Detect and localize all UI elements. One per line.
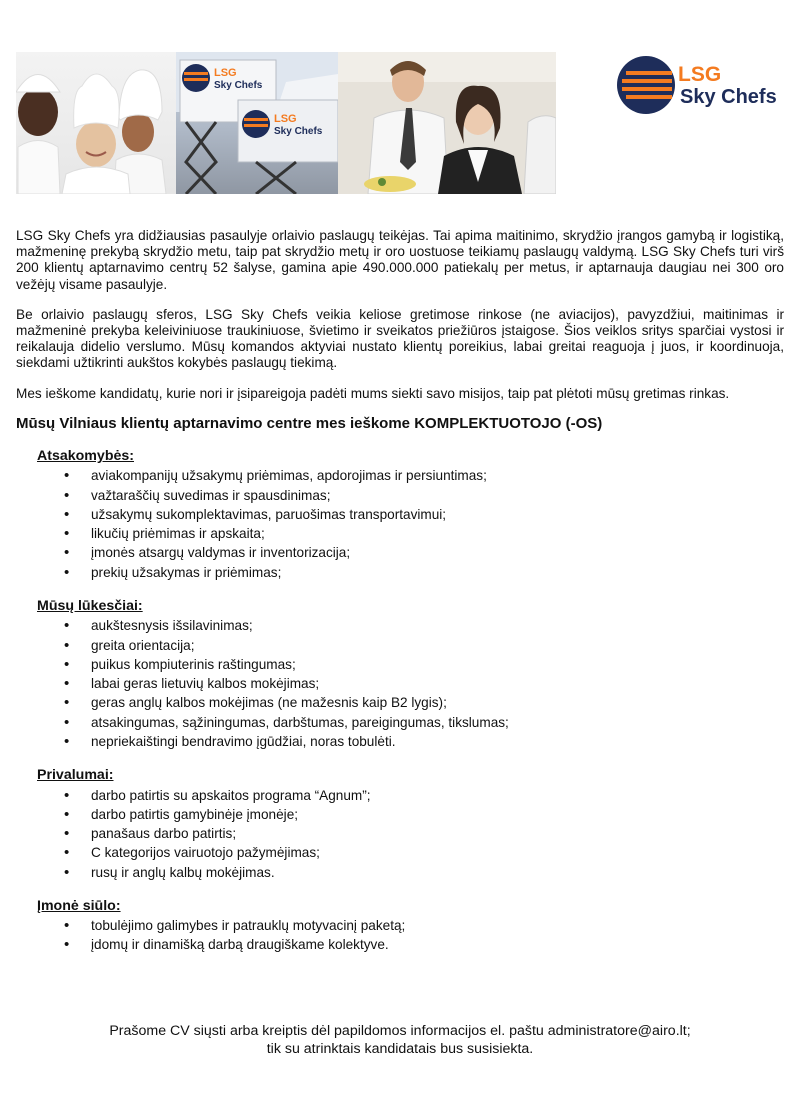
list-item: • nepriekaištingi bendravimo įgūdžiai, noras tobulėti.: [37, 732, 784, 751]
bullet-list: [37, 786, 784, 882]
contact-line-1: Prašome CV siųsti arba kreiptis dėl papildomos informacijos el. paštu administratore@airo.lt;: [109, 1023, 691, 1039]
section-title: Mūsų lūkesčiai:: [37, 598, 143, 615]
section-expectations: [37, 598, 784, 751]
list-item: • geras anglų kalbos mokėjimas (ne mažesnis kaip B2 lygis);: [37, 693, 784, 712]
list-item: • greita orientacija;: [37, 636, 784, 655]
trucks-illustration: [176, 52, 338, 194]
section-title: Atsakomybės:: [37, 448, 134, 465]
intro-paragraph-3: Mes ieškome kandidatų, kurie nori ir įsipareigoja padėti mums siekti savo misijos, taip pat plėtoti mūsų gretimas rinkas.: [16, 385, 730, 401]
list-item: • įmonės atsargų valdymas ir inventorizacija;: [37, 543, 784, 562]
bullet-list: [37, 916, 784, 955]
list-item: • atsakingumas, sąžiningumas, darbštumas, pareigingumas, tikslumas;: [37, 713, 784, 732]
chefs-photo: [16, 52, 176, 194]
list-item: • C kategorijos vairuotojo pažymėjimas;: [37, 843, 784, 862]
logo-text-sky-chefs: Sky Chefs: [680, 86, 777, 108]
list-item: • aukštesnysis išsilavinimas;: [37, 616, 784, 635]
section-title: Įmonė siūlo:: [37, 897, 121, 914]
chefs-illustration: [16, 52, 176, 194]
list-item: • prekių užsakymas ir priėmimas;: [37, 563, 784, 582]
list-item: • užsakymų sukomplektavimas, paruošimas transportavimui;: [37, 505, 784, 524]
intro-paragraph-1: LSG Sky Chefs yra didžiausias pasaulyje orlaivio paslaugų teikėjas. Tai apima maitinimo, skrydžio įrangos gamybą ir logistiką, mažmeninę prekybą skrydžio metu, taip pat skrydžio metų ir oro uostuose teikiamų paslaugų valdymą. LSG Sky Chefs turi virš 200 klientų aptarnavimo centrų 52 šalyse, gamina apie 490.000.000 patiekalų per metus, ir aptarnauja daugiau nei 300 oro vežėjų visame pasaulyje.: [16, 228, 784, 292]
airplane-passengers-photo: [338, 52, 556, 194]
passengers-illustration: [338, 52, 556, 194]
section-title: Privalumai:: [37, 767, 114, 784]
catering-trucks-photo: [176, 52, 338, 194]
list-item: • tobulėjimo galimybes ir patrauklų motyvacinį paketą;: [37, 916, 784, 935]
header-banner: [16, 52, 556, 194]
truck1-logo-text-1: LSG: [214, 67, 237, 79]
list-item: • važtaraščių suvedimas ir spausdinimas;: [37, 486, 784, 505]
section-responsibilities: [37, 448, 784, 582]
truck2-logo-text-2: Sky Chefs: [274, 126, 323, 137]
list-item: • likučių priėmimas ir apskaita;: [37, 524, 784, 543]
list-item: • puikus kompiuterinis raštingumas;: [37, 655, 784, 674]
list-item: • darbo patirtis gamybinėje įmonėje;: [37, 805, 784, 824]
section-company-offers: [37, 898, 784, 955]
truck1-logo-text-2: Sky Chefs: [214, 80, 263, 91]
list-item: • darbo patirtis su apskaitos programa “Agnum”;: [37, 786, 784, 805]
list-item: • aviakompanijų užsakymų priėmimas, apdorojimas ir persiuntimas;: [37, 466, 784, 485]
lsg-sky-chefs-logo: [616, 54, 788, 116]
section-advantages: [37, 767, 784, 882]
intro-paragraph-2: Be orlaivio paslaugų sferos, LSG Sky Chefs veikia keliose gretimose rinkose (ne aviacijos), pavyzdžiui, maitinimas ir mažmeninė prekyba keleiviniuose traukiniuose, švietimo ir sveikatos priežiūros įstaigose. Šios veiklos sritys sparčiai vystosi ir reikalauja didelio verslumo. Mūsų komandos aktyviai nustato klientų poreikius, labai greitai reaguoja į juos, ir koordinuoja, siekdami užtikrinti aukštos kokybės paslaugų tiekimą.: [16, 306, 784, 371]
truck2-logo-text-1: LSG: [274, 113, 297, 125]
logo-text-lsg: LSG: [678, 63, 722, 86]
contact-footer: [16, 1022, 784, 1058]
job-headline: Mūsų Vilniaus klientų aptarnavimo centre mes ieškome KOMPLEKTUOTOJO (-OS): [16, 414, 603, 432]
list-item: • labai geras lietuvių kalbos mokėjimas;: [37, 674, 784, 693]
job-ad-body: [16, 228, 784, 971]
logo-graphic: [616, 54, 788, 116]
contact-line-2: tik su atrinktais kandidatais bus susisiekta.: [266, 1041, 534, 1057]
bullet-list: [37, 616, 784, 751]
list-item: • rusų ir anglų kalbų mokėjimas.: [37, 863, 784, 882]
bullet-list: [37, 466, 784, 582]
list-item: • panašaus darbo patirtis;: [37, 824, 784, 843]
list-item: • įdomų ir dinamišką darbą draugiškame kolektyve.: [37, 935, 784, 954]
